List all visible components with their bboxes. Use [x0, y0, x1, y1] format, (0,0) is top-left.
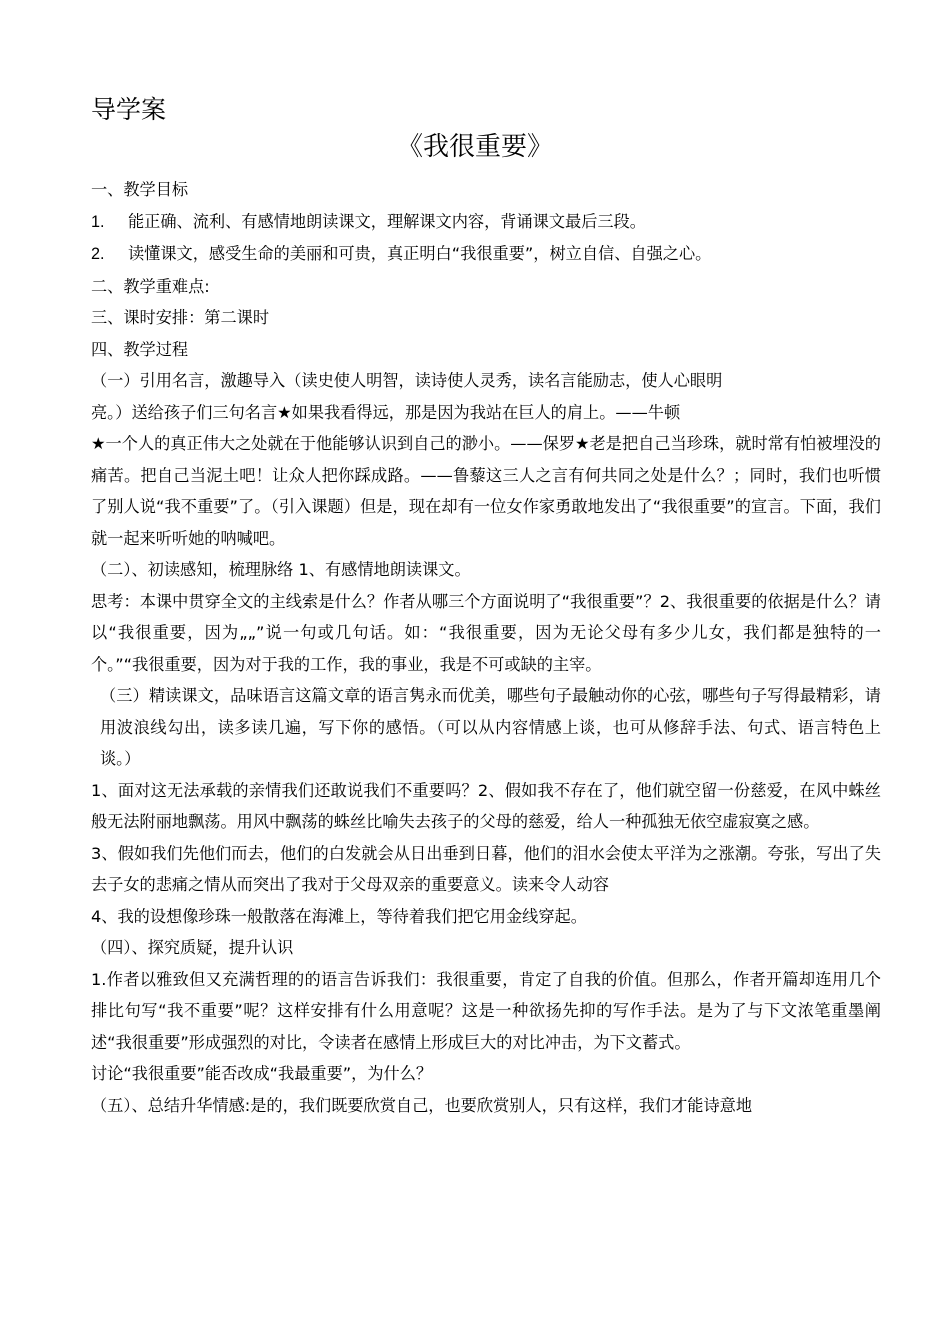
inquiry-heading: （四）、探究质疑，提升认识	[91, 938, 294, 957]
inquiry-paragraph: 1.作者以雅致但又充满哲理的的语言告诉我们：我很重要，肯定了自我的价值。但那么，作者开篇却连用几个排比句写“我不重要”呢？这样安排有什么用意呢？这是一种欲扬先抑的写作手法。是为了与下文浓笔重墨阐述“我很重要”形成强烈的对比，令读者在感情上形成巨大的对比冲击，为下文蓄式。	[91, 969, 881, 1052]
first-reading-heading: （二）、初读感知，梳理脉络 1、有感情地朗读课文。	[91, 560, 471, 579]
discussion-question: 讨论“我很重要”能否改成“我最重要”，为什么？	[91, 1064, 433, 1083]
document-body	[91, 174, 881, 1121]
document-label: 导学案	[91, 95, 167, 124]
document-title: 《我很重要》	[396, 132, 553, 162]
intro-paragraph-line-1: （一）引用名言，激趣导入（读史使人明智，读诗使人灵秀，读名言能励志，使人心眼明	[91, 371, 723, 390]
schedule-heading: 三、课时安排：第二课时	[91, 308, 270, 327]
goal-item-2-text: 读懂课文，感受生命的美丽和可贵，真正明白“我很重要”，树立自信、自强之心。	[128, 244, 712, 263]
analysis-paragraph-2: 3、假如我们先他们而去，他们的白发就会从日出垂到日暮，他们的泪水会使太平洋为之涨潮。夸张，写出了失去子女的悲痛之情从而突出了我对于父母双亲的重要意义。读来令人动容	[91, 843, 881, 894]
close-reading-paragraph: （三）精读课文，品味语言这篇文章的语言隽永而优美，哪些句子最触动你的心弦，哪些句子写得最精彩，请用波浪线勾出，读多读几遍，写下你的感悟。（可以从内容情感上谈，也可从修辞手法、句式、语言特色上谈。）	[100, 686, 881, 768]
analysis-paragraph-3: 4、我的设想像珍珠一般散落在海滩上，等待着我们把它用金线穿起。	[91, 906, 587, 926]
goal-item-1	[91, 206, 881, 239]
goal-item-1-number: 1.	[91, 212, 105, 231]
goal-item-1-text: 能正确、流利、有感情地朗读课文，理解课文内容，背诵课文最后三段。	[128, 211, 646, 231]
process-heading: 四、教学过程	[91, 339, 189, 359]
goal-item-2	[91, 238, 881, 271]
thinking-paragraph: 思考：本课中贯穿全文的主线索是什么？作者从哪三个方面说明了“我很重要”？2、我很重要的依据是什么？请以“我很重要，因为„„”说一句或几句话。如：“我很重要，因为无论父母有多少儿女，我们都是独特的一个。”“我很重要，因为对于我的工作，我的事业，我是不可或缺的主宰。	[91, 591, 881, 674]
intro-paragraph-line-2: 亮。）送给孩子们三句名言★如果我看得远，那是因为我站在巨人的肩上。——牛顿	[91, 402, 681, 422]
goal-item-2-number: 2.	[91, 245, 105, 263]
analysis-paragraph-1: 1、面对这无法承载的亲情我们还敢说我们不重要吗？2、假如我不存在了，他们就空留一份慈爱，在风中蛛丝般无法附丽地飘荡。用风中飘荡的蛛丝比喻失去孩子的父母的慈爱，给人一种孤独无依空虚寂寞之感。	[91, 780, 881, 831]
goals-heading: 一、教学目标	[91, 180, 189, 199]
summary-paragraph: （五）、总结升华情感:是的，我们既要欣赏自己，也要欣赏别人，只有这样，我们才能诗意地	[91, 1095, 753, 1115]
difficulty-heading: 二、教学重难点:	[91, 276, 210, 296]
quotes-paragraph: ★一个人的真正伟大之处就在于他能够认识到自己的渺小。——保罗★老是把自己当珍珠，就时常有怕被埋没的痛苦。把自己当泥土吧！让众人把你踩成路。——鲁藜这三人之言有何共同之处是什么？；同时，我们也听惯了别人说“我不重要”了。（引入课题）但是，现在却有一位女作家勇敢地发出了“我很重要”的宣言。下面，我们就一起来听听她的呐喊吧。	[91, 434, 881, 548]
